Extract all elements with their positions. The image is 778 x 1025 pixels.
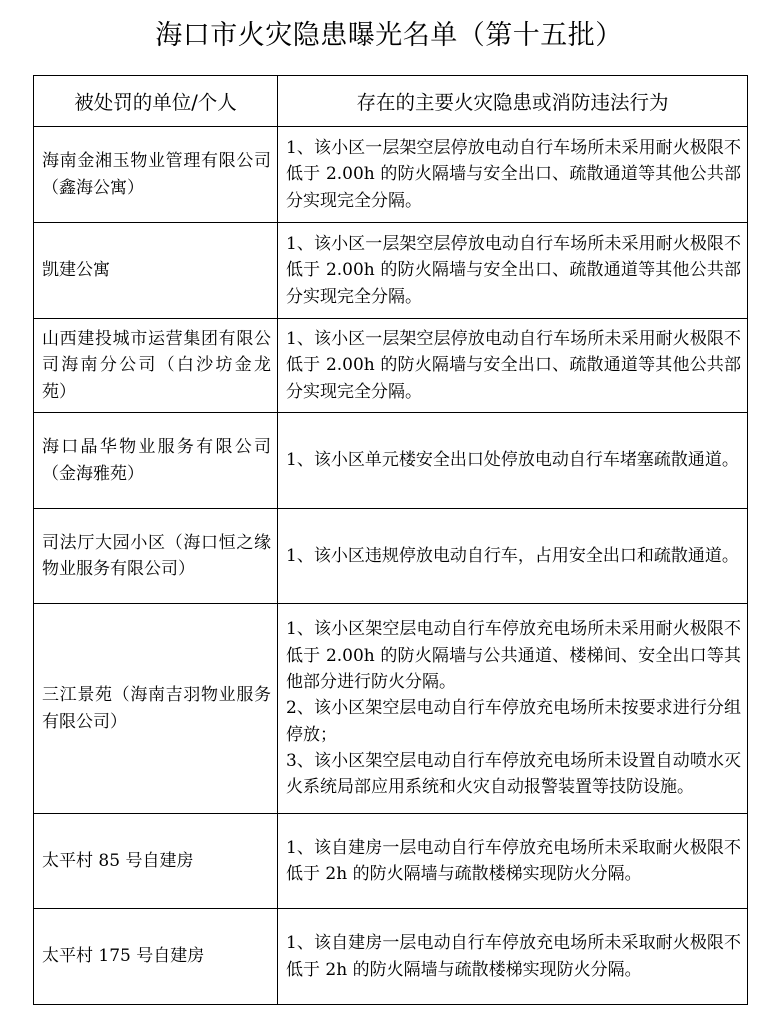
table-row xyxy=(34,814,748,909)
header-hazard: 存在的主要火灾隐患或消防违法行为 xyxy=(278,76,748,127)
hazard-item: 2、该小区架空层电动自行车停放充电场所未按要求进行分组停放； xyxy=(286,698,741,745)
unit-cell: 凯建公寓 xyxy=(34,223,278,319)
unit-cell: 山西建投城市运营集团有限公司海南分公司（白沙坊金龙苑） xyxy=(34,319,278,413)
unit-cell: 海口晶华物业服务有限公司（金海雅苑） xyxy=(34,413,278,509)
page-title: 海口市火灾隐患曝光名单（第十五批） xyxy=(155,20,623,51)
hazard-cell xyxy=(278,814,748,909)
hazard-item: 1、该小区一层架空层停放电动自行车场所未采用耐火极限不低于 2.00h 的防火隔墙与安全出口、疏散通道等其他公共部分实现完全分隔。 xyxy=(286,329,741,402)
hazard-cell xyxy=(278,319,748,413)
hazard-item: 1、该小区一层架空层停放电动自行车场所未采用耐火极限不低于 2.00h 的防火隔墙与安全出口、疏散通道等其他公共部分实现完全分隔。 xyxy=(286,234,741,307)
unit-cell: 三江景苑（海南吉羽物业服务有限公司） xyxy=(34,604,278,814)
hazard-cell xyxy=(278,127,748,223)
unit-cell: 司法厅大园小区（海口恒之缘物业服务有限公司） xyxy=(34,509,278,604)
unit-cell: 太平村 175 号自建房 xyxy=(34,909,278,1005)
hazard-item: 1、该小区违规停放电动自行车，占用安全出口和疏散通道。 xyxy=(286,545,739,566)
table-row xyxy=(34,127,748,223)
table-row xyxy=(34,604,748,814)
hazard-cell xyxy=(278,223,748,319)
hazard-item: 1、该小区架空层电动自行车停放充电场所未采用耐火极限不低于 2.00h 的防火隔墙与公共通道、楼梯间、安全出口等其他部分进行防火分隔。 xyxy=(286,619,741,693)
hazard-item: 1、该自建房一层电动自行车停放充电场所未采取耐火极限不低于 2h 的防火隔墙与疏散楼梯实现防火分隔。 xyxy=(286,933,741,980)
table-row xyxy=(34,319,748,413)
hazard-cell xyxy=(278,604,748,814)
hazard-cell xyxy=(278,509,748,604)
unit-cell: 海南金湘玉物业管理有限公司（鑫海公寓） xyxy=(34,127,278,223)
table-header-row xyxy=(34,76,748,127)
unit-cell: 太平村 85 号自建房 xyxy=(34,814,278,909)
table-row xyxy=(34,413,748,509)
hazard-item: 1、该小区单元楼安全出口处停放电动自行车堵塞疏散通道。 xyxy=(286,450,739,471)
hazard-item: 1、该自建房一层电动自行车停放充电场所未采取耐火极限不低于 2h 的防火隔墙与疏散楼梯实现防火分隔。 xyxy=(286,837,741,884)
hazard-cell xyxy=(278,413,748,509)
table-row xyxy=(34,909,748,1005)
hazard-item: 1、该小区一层架空层停放电动自行车场所未采用耐火极限不低于 2.00h 的防火隔墙与安全出口、疏散通道等其他公共部分实现完全分隔。 xyxy=(286,138,741,211)
hazard-cell xyxy=(278,909,748,1005)
header-unit: 被处罚的单位/个人 xyxy=(34,76,278,127)
table-row xyxy=(34,509,748,604)
hazard-table xyxy=(33,75,748,1005)
hazard-item: 3、该小区架空层电动自行车停放充电场所未设置自动喷水灭火系统局部应用系统和火灾自动报警装置等技防设施。 xyxy=(286,750,741,798)
table-row xyxy=(34,223,748,319)
